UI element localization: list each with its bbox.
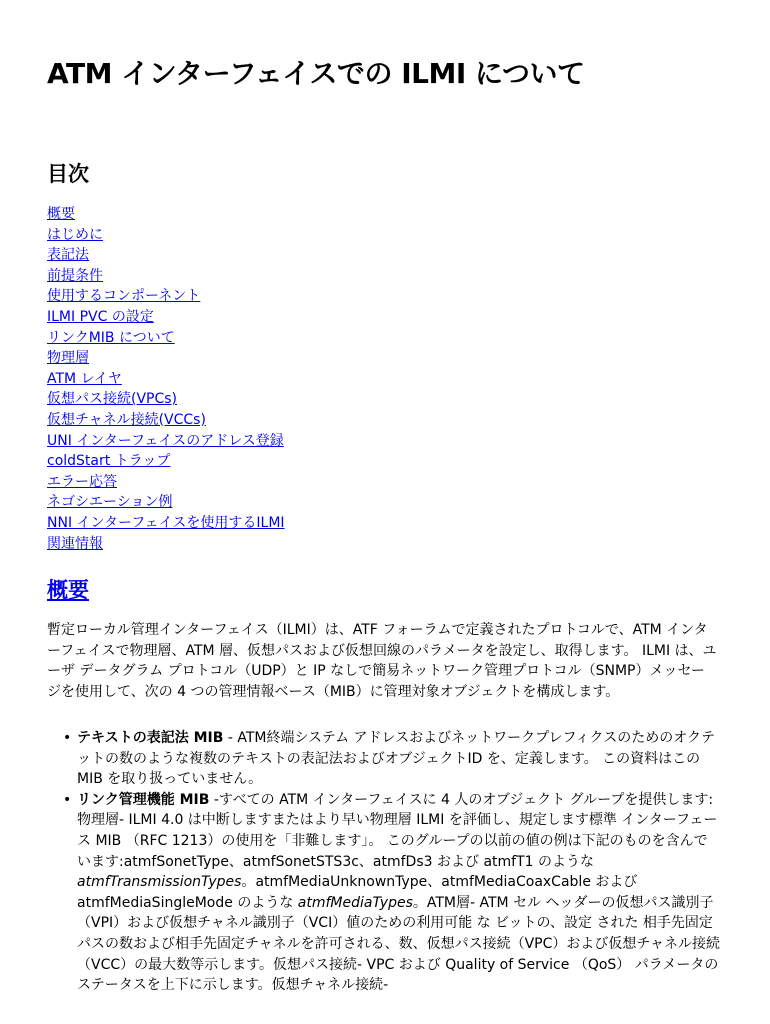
toc-link[interactable]: NNI インターフェイスを使用するILMI — [47, 514, 285, 531]
toc-link[interactable]: ネゴシエーション例 — [47, 494, 173, 511]
toc-link[interactable]: リンクMIB について — [47, 329, 175, 346]
overview-paragraph: 暫定ローカル管理インターフェイス（ILMI）は、ATF フォーラムで定義されたプロトコルで、ATM インターフェイスで物理層、ATM 層、仮想パスおよび仮想回線のパラメータを設定し、取得します。 ILMI は、ユーザ データグラム プロトコル（UDP）と IP なしで簡易ネットワーク管理プロトコル（SNMP）メッセージを使用して、次の 4 つの管理情報ベース（MIB）に管理対象オブジェクトを構成します。 — [47, 622, 717, 700]
italic-term: atmfMediaTypes — [297, 894, 413, 911]
term-description: 。ATM層- ATM セル ヘッダーの仮想パス識別子（VPI）および仮想チャネル識別子（VCI）値のための利用可能 な ビットの、設定 された 相手先固定パスの数および相手先固定チャネルを許可される、数、仮想パス接続（VPC）および仮想チャネル接続（VCC）の最大数等示します。仮想パス接続- VPC および Quality of Service （QoS） パラメータのステータスを上下に示します。仮想チャネル接続- — [77, 894, 720, 994]
toc-link[interactable]: ILMI PVC の設定 — [47, 308, 154, 325]
term-description: - ATM終端システム アドレスおよびネットワークプレフィクスのためのオクテットの数のような複数のテキストの表記法およびオブジェクトID を、定義します。 この資料はこの MIB を取り扱っていません。 — [77, 730, 716, 788]
table-of-contents — [47, 204, 285, 554]
list-item — [77, 728, 721, 790]
toc-link[interactable]: 表記法 — [47, 247, 89, 264]
term-description: 。atmfMediaUnknownType、atmfMediaCoaxCable および atmfMediaSingleMode のような — [77, 874, 638, 911]
mib-list — [47, 728, 721, 996]
toc-heading: 目次 — [47, 162, 89, 186]
page-title: ATM インターフェイスでの ILMI について — [47, 57, 585, 90]
toc-link[interactable]: 使用するコンポーネント — [47, 288, 201, 305]
toc-link[interactable]: 概要 — [47, 206, 75, 222]
section-anchor-link[interactable]: 概要 — [47, 578, 89, 602]
term-label: テキストの表記法 MIB — [77, 730, 224, 746]
italic-term: atmfTransmissionTypes — [77, 874, 242, 891]
toc-link[interactable]: 前提条件 — [47, 267, 103, 284]
term-description: -すべての ATM インターフェイスに 4 人のオブジェクト グループを提供します:物理層- ILMI 4.0 は中断しますまたはより早い物理層 ILMI を評価し、規定します標準 インターフェース MIB （RFC 1213）の使用を「非難します」。 このグループの以前の値の例は下記のものを含んでいます:atmfSonetType、atmfSonetSTS3c、atmfDs3 および atmfT1 のような — [77, 791, 718, 870]
toc-link[interactable]: エラー応答 — [47, 473, 117, 490]
toc-link[interactable]: 仮想パス接続(VPCs) — [47, 391, 178, 408]
toc-link[interactable]: 仮想チャネル接続(VCCs) — [47, 411, 206, 428]
term-label: リンク管理機能 MIB — [77, 791, 210, 808]
toc-link[interactable]: 物理層 — [47, 350, 89, 367]
toc-link[interactable]: coldStart トラップ — [47, 453, 171, 470]
section-heading-overview — [47, 574, 89, 604]
list-item — [77, 790, 721, 996]
toc-link[interactable]: はじめに — [47, 226, 103, 243]
toc-link[interactable]: 関連情報 — [47, 535, 103, 552]
toc-link[interactable]: UNI インターフェイスのアドレス登録 — [47, 432, 284, 449]
toc-link[interactable]: ATM レイヤ — [47, 370, 122, 387]
